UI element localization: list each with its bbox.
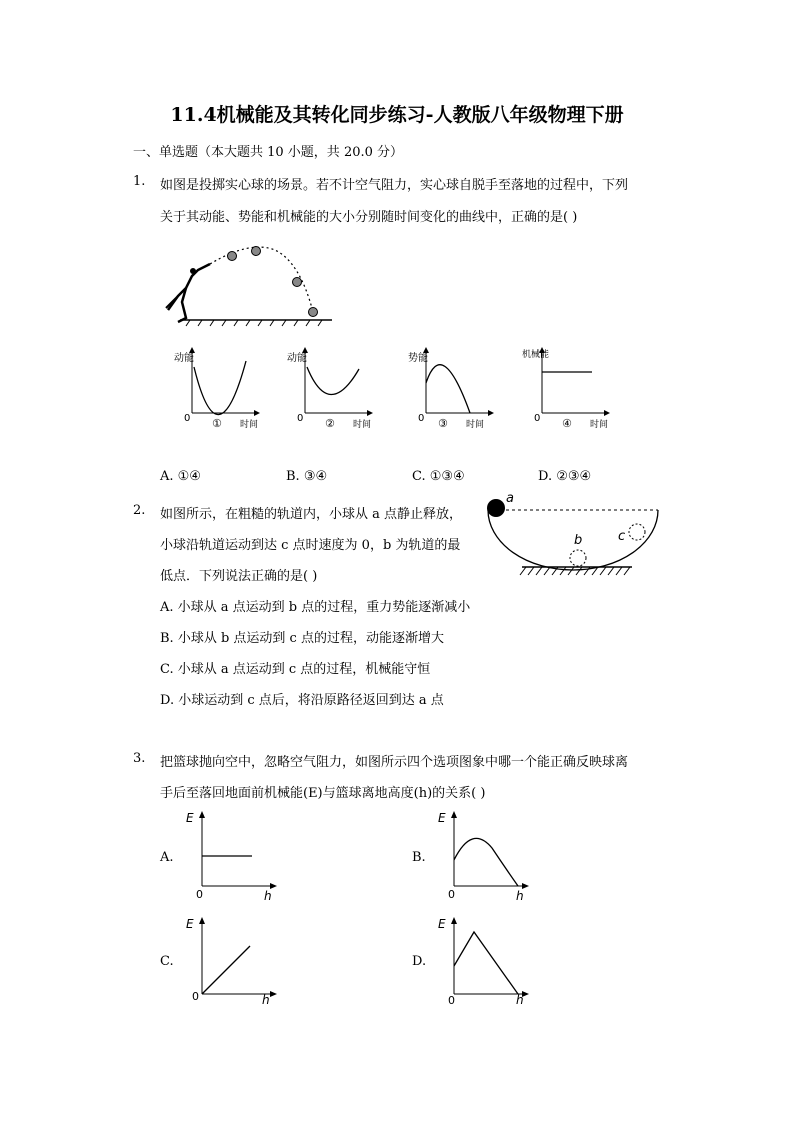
q2-text-line3: 低点．下列说法正确的是( ): [160, 569, 318, 584]
page-title: 11.4机械能及其转化同步练习-人教版八年级物理下册: [170, 104, 624, 126]
q3-graph-d-origin: 0: [448, 994, 455, 1006]
q3-graph-d: [434, 910, 534, 1006]
q3-graph-c-origin: 0: [192, 990, 199, 1003]
q1-graph-3-origin: 0: [418, 413, 425, 424]
q2-option-b[interactable]: B. 小球从 b 点运动到 c 点的过程，动能逐渐增大: [160, 631, 444, 646]
q3-number: 3.: [133, 751, 146, 766]
q2-option-a[interactable]: A. 小球从 a 点运动到 b 点的过程，重力势能逐渐减小: [160, 600, 471, 615]
q1-graph-1-xlabel: 时间: [240, 420, 259, 430]
q3-graph-c-ylabel: E: [186, 917, 194, 931]
q1-graph-1-origin: 0: [184, 413, 191, 424]
q1-graph-1-ylabel: 动能: [174, 353, 194, 364]
q2-text-line1: 如图所示，在粗糙的轨道内，小球从 a 点静止释放，: [160, 507, 463, 522]
q1-graph-2-xlabel: 时间: [353, 420, 372, 430]
q2-label-c: c: [618, 529, 626, 544]
q1-option-b[interactable]: B. ③④: [286, 469, 328, 484]
q1-text-line2: 关于其动能、势能和机械能的大小分别随时间变化的曲线中，正确的是( ): [160, 210, 578, 225]
q1-graph-3-number: ③: [438, 417, 448, 430]
q1-graph-3-ylabel: 势能: [408, 353, 428, 364]
q3-graph-a-xlabel: h: [264, 889, 272, 903]
q2-label-b: b: [574, 533, 583, 548]
q3-graph-b-origin: 0: [448, 888, 455, 901]
q1-text-line1: 如图是投掷实心球的场景。若不计空气阻力，实心球自脱手至落地的过程中，下列: [160, 178, 629, 193]
q3-text-line2: 手后至落回地面前机械能(E)与篮球离地高度(h)的关系( ): [160, 786, 486, 801]
q3-graph-a-ylabel: E: [186, 811, 194, 825]
shot-put-illustration: [160, 240, 340, 330]
q1-graph-1-number: ①: [212, 417, 222, 430]
q3-graph-b: [434, 808, 534, 904]
q2-number: 2.: [133, 503, 146, 518]
q1-graph-4-origin: 0: [534, 413, 541, 424]
q1-graph-2-number: ②: [325, 417, 335, 430]
q3-graph-b-ylabel: E: [438, 811, 446, 825]
q1-option-d[interactable]: D. ②③④: [538, 469, 592, 484]
q1-graph-3-xlabel: 时间: [466, 420, 485, 430]
q2-track-diagram: [482, 488, 672, 580]
q2-text-line2: 小球沿轨道运动到达 c 点时速度为 0，b 为轨道的最: [160, 538, 461, 553]
q1-graph-1: [170, 345, 280, 435]
q1-graph-4: [520, 345, 630, 435]
q3-graph-c-xlabel: h: [262, 993, 270, 1006]
q3-text-line1: 把篮球抛向空中，忽略空气阻力，如图所示四个选项图象中哪一个能正确反映球离: [160, 755, 629, 770]
q2-option-c[interactable]: C. 小球从 a 点运动到 c 点的过程，机械能守恒: [160, 662, 431, 677]
q1-graph-4-xlabel: 时间: [590, 420, 609, 430]
q3-graph-d-ylabel: E: [438, 917, 446, 931]
q1-graph-4-ylabel: 机械能: [522, 350, 550, 360]
q1-graph-2-origin: 0: [297, 413, 304, 424]
q3-option-d[interactable]: D.: [412, 954, 427, 969]
q3-graph-a: [182, 808, 282, 904]
q1-number: 1.: [133, 174, 146, 189]
q3-option-c[interactable]: C.: [160, 954, 174, 969]
q3-option-a[interactable]: A.: [160, 850, 174, 865]
q2-option-d[interactable]: D. 小球运动到 c 点后，将沿原路径返回到达 a 点: [160, 693, 444, 708]
q1-option-c[interactable]: C. ①③④: [412, 469, 465, 484]
q1-option-a[interactable]: A. ①④: [160, 469, 201, 484]
q2-label-a: a: [506, 491, 514, 506]
q1-graph-2-ylabel: 动能: [287, 353, 307, 364]
q3-graph-d-xlabel: h: [516, 993, 524, 1006]
q3-graph-b-xlabel: h: [516, 889, 524, 903]
q3-graph-a-origin: 0: [196, 888, 203, 901]
q1-graph-4-number: ④: [562, 417, 572, 430]
q1-graph-3: [404, 345, 514, 435]
section-heading: 一、单选题（本大题共 10 小题，共 20.0 分）: [133, 145, 404, 160]
q3-option-b[interactable]: B.: [412, 850, 426, 865]
q1-graph-2: [283, 345, 393, 435]
q3-graph-c: [182, 910, 282, 1006]
